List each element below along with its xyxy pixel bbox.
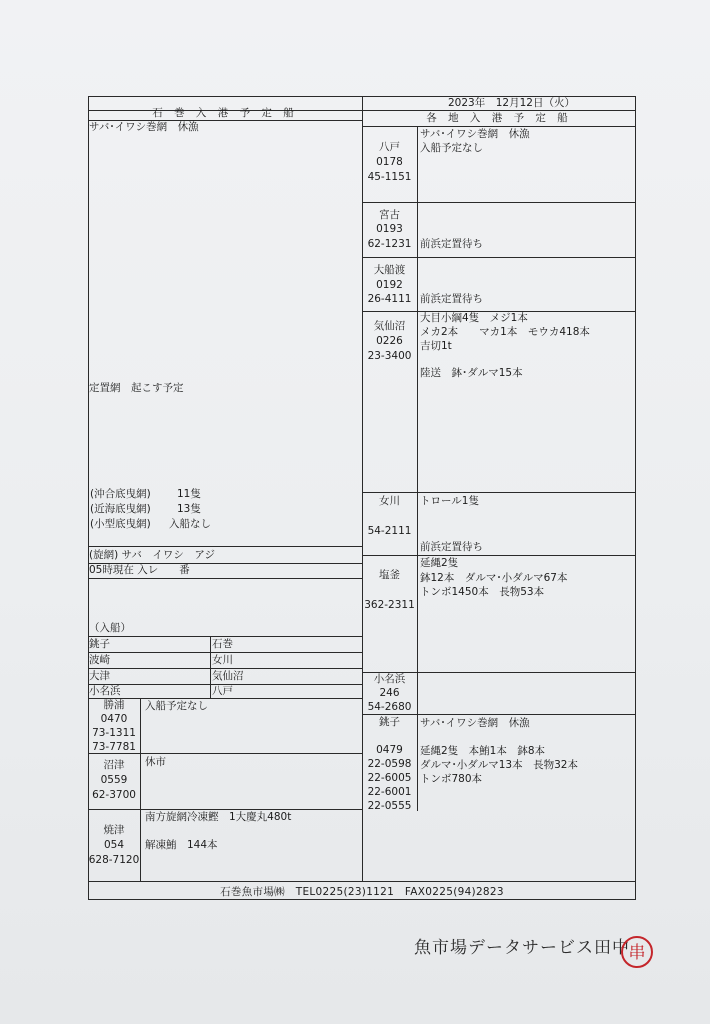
teichi-status: 定置網 起こす予定 (89, 382, 184, 394)
maki-time: 05時現在 入レ 番 (89, 564, 190, 576)
right-port-divider (417, 126, 418, 714)
port-name: 銚子 (379, 716, 400, 728)
other-ports-section-title: 各 地 入 港 予 定 船 (426, 112, 572, 124)
pair-port: 大津 (89, 670, 110, 682)
port-name: 気仙沼 (373, 320, 406, 332)
port-code: 246 (379, 687, 400, 699)
port-tel: 73-1311 (92, 727, 136, 739)
rule (362, 202, 636, 203)
nyusen-label: （入船） (89, 622, 131, 634)
stamp-seal (620, 935, 654, 969)
pair-port: 八戸 (212, 685, 233, 697)
port-tel: 73-7781 (92, 741, 136, 753)
port-tel: 54-2111 (367, 525, 412, 537)
port-note: トンボ1450本 長物53本 (420, 586, 545, 598)
pair-port: 波崎 (89, 654, 110, 666)
port-name: 小名浜 (373, 673, 406, 685)
port-divider (140, 698, 141, 881)
port-note: トロール1隻 (420, 495, 479, 507)
trawl-label: (小型底曳網) (90, 518, 151, 530)
port-note: トンボ780本 (420, 773, 483, 785)
port-name: 大船渡 (373, 264, 406, 276)
port-tel: 62-3700 (92, 789, 136, 801)
pair-port: 銚子 (89, 638, 110, 650)
port-note: サバ･イワシ巻網 休漁 (420, 128, 530, 140)
trawl-value: 入船なし (169, 518, 211, 530)
port-code: 054 (103, 839, 125, 851)
port-name: 焼津 (103, 824, 125, 836)
port-tel: 45-1151 (367, 171, 412, 183)
port-tel: 54-2680 (367, 701, 412, 713)
port-tel: 62-1231 (367, 238, 412, 250)
port-note: 陸送 鉢･ダルマ15本 (420, 367, 523, 379)
port-note: サバ･イワシ巻網 休漁 (420, 717, 530, 729)
port-note: 延縄2隻 本鮪1本 鉢8本 (420, 745, 546, 757)
port-name: 塩釜 (379, 569, 400, 581)
port-name: 女川 (379, 495, 400, 507)
rule (362, 257, 636, 258)
port-tel: 362-2311 (364, 599, 415, 611)
ishinomaki-section-title: 石 巻 入 港 予 定 船 (152, 107, 298, 119)
port-note: 鉢12本 ダルマ･小ダルマ67本 (420, 572, 568, 584)
port-code: 0470 (100, 713, 128, 725)
pair-port: 石巻 (212, 638, 233, 650)
port-note: メカ2本 マカ1本 モウカ418本 (420, 326, 590, 338)
port-note: 大目小綱4隻 メジ1本 (420, 312, 528, 324)
port-name: 宮古 (379, 209, 400, 221)
signature: 魚市場データサービス田中 (414, 938, 630, 958)
port-tel: 23-3400 (367, 350, 412, 362)
port-tel: 26-4111 (367, 293, 412, 305)
port-code: 0479 (376, 744, 403, 756)
trawl-label: (沖合底曳網) (90, 488, 151, 500)
port-note: 入船予定なし (145, 700, 208, 712)
port-name: 勝浦 (103, 699, 125, 711)
port-note: ダルマ･小ダルマ13本 長物32本 (420, 759, 578, 771)
port-tel: 22-0555 (367, 800, 412, 812)
port-code: 0226 (376, 335, 403, 347)
port-note: 前浜定置待ち (420, 238, 483, 250)
rule (88, 578, 362, 579)
port-code: 0559 (100, 774, 128, 786)
port-code: 0178 (376, 156, 403, 168)
trawl-value: 13隻 (177, 503, 201, 515)
pair-port: 女川 (212, 654, 233, 666)
port-note: 入船予定なし (420, 142, 483, 154)
port-note: 解凍鮪 144本 (145, 839, 218, 851)
port-note: 前浜定置待ち (420, 541, 483, 553)
pair-port: 気仙沼 (212, 670, 244, 682)
port-note: 南方旋網冷凍鰹 1大慶丸480t (145, 811, 292, 823)
stamp-char: 串 (628, 943, 646, 963)
port-tel: 22-6005 (367, 772, 412, 784)
port-note: 休市 (145, 756, 166, 768)
pair-port: 小名浜 (89, 685, 121, 697)
pair-divider (210, 636, 211, 698)
rule (88, 546, 362, 547)
trawl-label: (近海底曳網) (90, 503, 151, 515)
report-date: 2023年 12月12日（火） (448, 97, 575, 109)
right-port-divider (417, 714, 418, 811)
port-code: 0192 (376, 279, 403, 291)
port-code: 0193 (376, 223, 403, 235)
trawl-value: 11隻 (177, 488, 201, 500)
rule (362, 555, 636, 556)
rule (362, 492, 636, 493)
maki-heading: (旋網) サバ イワシ アジ (89, 549, 215, 561)
port-name: 八戸 (379, 141, 400, 153)
port-tel: 22-6001 (367, 786, 412, 798)
port-note: 延縄2隻 (420, 557, 459, 569)
footer-line (88, 881, 636, 882)
port-tel: 22-0598 (367, 758, 412, 770)
port-note: 吉切1t (420, 340, 452, 352)
port-note: 前浜定置待ち (420, 293, 483, 305)
port-name: 沼津 (103, 759, 125, 771)
port-tel: 628-7120 (88, 854, 140, 866)
saba-iwashi-status: サバ･イワシ巻網 休漁 (89, 121, 199, 133)
footer-contact: 石巻魚市場㈱ TEL0225(23)1121 FAX0225(94)2823 (220, 886, 504, 898)
